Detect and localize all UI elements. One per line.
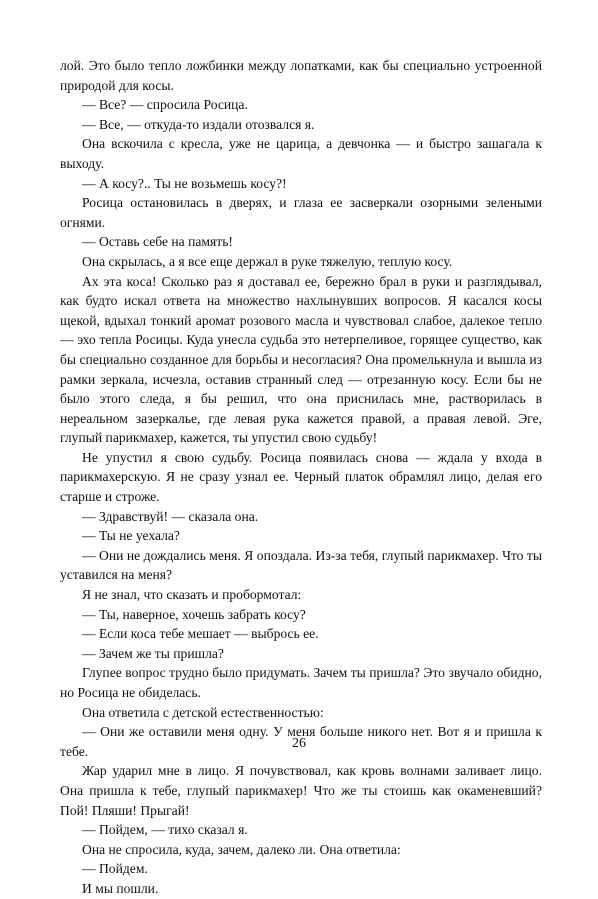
- paragraph: — Они же оставили меня одну. У меня больше никого нет. Вот я и пришла к тебе.: [60, 724, 542, 759]
- paragraph: — Все, — откуда-то издали отозвался я.: [82, 116, 315, 132]
- paragraph: Она вскочила с кресла, уже не царица, а девчонка — и быстро зашагала к выходу.: [60, 136, 542, 171]
- paragraph: — Пойдем, — тихо сказал я.: [82, 822, 248, 838]
- paragraph: — Здравствуй! — сказала она.: [82, 508, 259, 524]
- page-number: 26: [292, 736, 306, 751]
- paragraph: — Ты не уехала?: [82, 528, 180, 544]
- paragraph: — А косу?.. Ты не возьмешь косу?!: [82, 175, 287, 191]
- paragraph: Росица остановилась в дверях, и глаза ее засверкали озорными зелеными огнями.: [60, 195, 542, 230]
- paragraph: — Они не дождались меня. Я опоздала. Из-за тебя, глупый парикмахер. Что ты уставился на меня?: [60, 547, 542, 583]
- paragraph: лой. Это было тепло ложбинки между лопатками, как бы специально устроенной природой для косы.: [60, 58, 542, 93]
- paragraph: Она не спросила, куда, зачем, далеко ли. Она ответила:: [82, 841, 401, 857]
- paragraph: Я не знал, что сказать и пробормотал:: [82, 587, 302, 603]
- paragraph: Не упустил я свою судьбу. Росица появилась снова — ждала у входа в парикмахерскую. Я не сразу узнал ее. Черный платок обрамлял лицо, делая его старше и строже.: [60, 449, 542, 505]
- paragraph: Глупее вопрос трудно было придумать. Зачем ты пришла? Это звучало обидно, но Росица не обиделась.: [60, 665, 542, 700]
- page-body-text: [60, 56, 542, 899]
- paragraph: Жар ударил мне в лицо. Я почувствовал, как кровь волнами заливает лицо. Она пришла к тебе, глупый парикмахер! Что же ты стоишь как окаменевший? Пой! Пляши! Прыгай!: [60, 763, 542, 818]
- paragraph: — Оставь себе на память!: [82, 234, 233, 250]
- paragraph: Ах эта коса! Сколько раз я доставал ее, бережно брал в руки и разглядывал, как будто искал ответа на множество нахлынувших вопросов. Я касался косы щекой, вдыхал тонкий аромат розового масла и чувствовал слабое, далекое тепло — эхо тепла Росицы. Куда унесла судьба это нетерпеливое, горящее существо, как бы специально созданное для борьбы и несогласия? Она промелькнула и вышла из рамки зеркала, исчезла, оставив странный след — отрезанную косу. Если бы не было этого следа, я бы решил, что она приснилась мне, растворилась в нереальном зазеркалье, где левая рука кажется правой, а правая левой. Эге, глупый парикмахер, кажется, ты упустил свою судьбу!: [60, 273, 542, 446]
- paragraph: — Пойдем.: [82, 861, 148, 877]
- paragraph: — Зачем же ты пришла?: [82, 645, 224, 661]
- paragraph: — Если коса тебе мешает — выбрось ее.: [82, 626, 319, 642]
- paragraph: И мы пошли.: [82, 880, 159, 896]
- paragraph: Она скрылась, а я все еще держал в руке тяжелую, теплую косу.: [82, 253, 453, 269]
- paragraph: — Ты, наверное, хочешь забрать косу?: [82, 606, 306, 622]
- paragraph: — Все? — спросила Росица.: [82, 97, 248, 113]
- paragraph: Она ответила с детской естественностью:: [82, 704, 324, 720]
